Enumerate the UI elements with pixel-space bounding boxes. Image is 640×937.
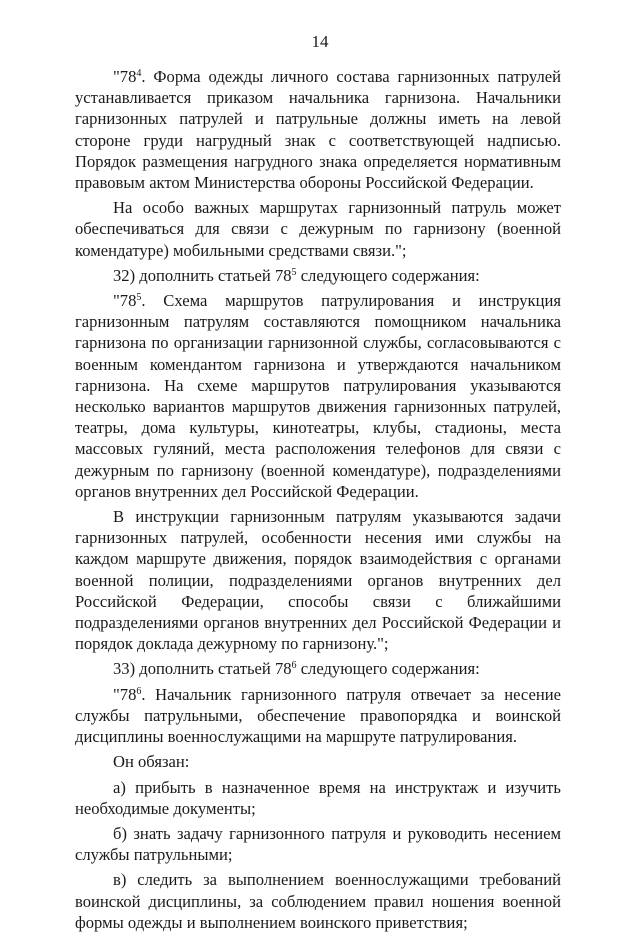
paragraph-text: На особо важных маршрутах гарнизонный патруль может обеспечиваться для связи с дежурным по гарнизону (военной комендатуре) мобильными средствами связи."; bbox=[75, 198, 561, 260]
list-item-b bbox=[75, 823, 561, 865]
paragraph-text: 32) дополнить статьей 78 bbox=[113, 265, 292, 285]
paragraph-item-32 bbox=[75, 265, 561, 286]
paragraph-text: а) прибыть в назначенное время на инструктаж и изучить необходимые документы; bbox=[75, 777, 561, 818]
paragraph-text: В инструкции гарнизонным патрулям указываются задачи гарнизонных патрулей, особенности несения ими службы на каждом маршруте движения, порядок взаимодействия с органами военной полиции, подразделениями органов внутренних дел Российской Федерации, способы связи с ближайшими подразделениями органов внутренних дел Российской Федерации и порядок доклада дежурному по гарнизону."; bbox=[75, 507, 561, 654]
paragraph-text: "78 bbox=[113, 684, 137, 704]
paragraph-text: следующего содержания: bbox=[296, 659, 480, 679]
paragraph-text: . Начальник гарнизонного патруля отвечает за несение службы патрульными, обеспечение правопорядка и воинской дисциплины военнослужащими на маршруте патрулирования. bbox=[75, 684, 561, 747]
article-superscript: 5 bbox=[291, 266, 297, 278]
paragraph-item-33 bbox=[75, 658, 561, 679]
paragraph-mobile-comms bbox=[75, 197, 561, 261]
list-item-a bbox=[75, 777, 561, 819]
paragraph-text: . Форма одежды личного состава гарнизонных патрулей устанавливается приказом начальника гарнизона. Начальники гарнизонных патрулей и патрульные должны иметь на левой стороне груди нагрудный знак с соответствующей надписью. Порядок размещения нагрудного знака определяется нормативным правовым актом Министерства обороны Российской Федерации. bbox=[75, 67, 561, 193]
paragraph-text: б) знать задачу гарнизонного патруля и руководить несением службы патрульными; bbox=[75, 823, 561, 865]
article-superscript: 6 bbox=[291, 660, 297, 672]
document-body bbox=[75, 66, 561, 937]
paragraph-text: . Схема маршрутов патрулирования и инструкция гарнизонным патрулям составляются помощником начальника гарнизона по организации гарнизонной службы, согласовываются с военным комендантом гарнизона и утверждаются начальником гарнизона. На схеме маршрутов патрулирования указываются несколько вариантов маршрутов движения гарнизонных патрулей, театры, дома культуры, кинотеатры, клубы, стадионы, места массовых гуляний, места расположения телефонов для связи с дежурным по гарнизону (военной комендатуре), подразделениями органов внутренних дел Российской Федерации. bbox=[75, 291, 561, 501]
paragraph-text: следующего содержания: bbox=[296, 265, 480, 285]
paragraph-78-5 bbox=[75, 290, 561, 502]
paragraph-78-6 bbox=[75, 684, 561, 748]
page-number: 14 bbox=[311, 32, 329, 51]
paragraph-text: 33) дополнить статьей 78 bbox=[113, 659, 292, 679]
article-superscript: 6 bbox=[136, 685, 142, 697]
paragraph-text: "78 bbox=[113, 67, 137, 86]
paragraph-text: Он обязан: bbox=[113, 752, 190, 772]
paragraph-78-4 bbox=[75, 66, 561, 193]
paragraph-text: в) следить за выполнением военнослужащими требований воинской дисциплины, за соблюдением правил ношения военной формы одежды и выполнением воинского приветствия; bbox=[75, 870, 561, 932]
paragraph-obligations bbox=[75, 751, 561, 772]
paragraph-instructions bbox=[75, 506, 561, 654]
article-superscript: 5 bbox=[136, 292, 142, 304]
list-item-v bbox=[75, 869, 561, 933]
article-superscript: 4 bbox=[136, 68, 142, 79]
paragraph-text: "78 bbox=[113, 291, 137, 311]
